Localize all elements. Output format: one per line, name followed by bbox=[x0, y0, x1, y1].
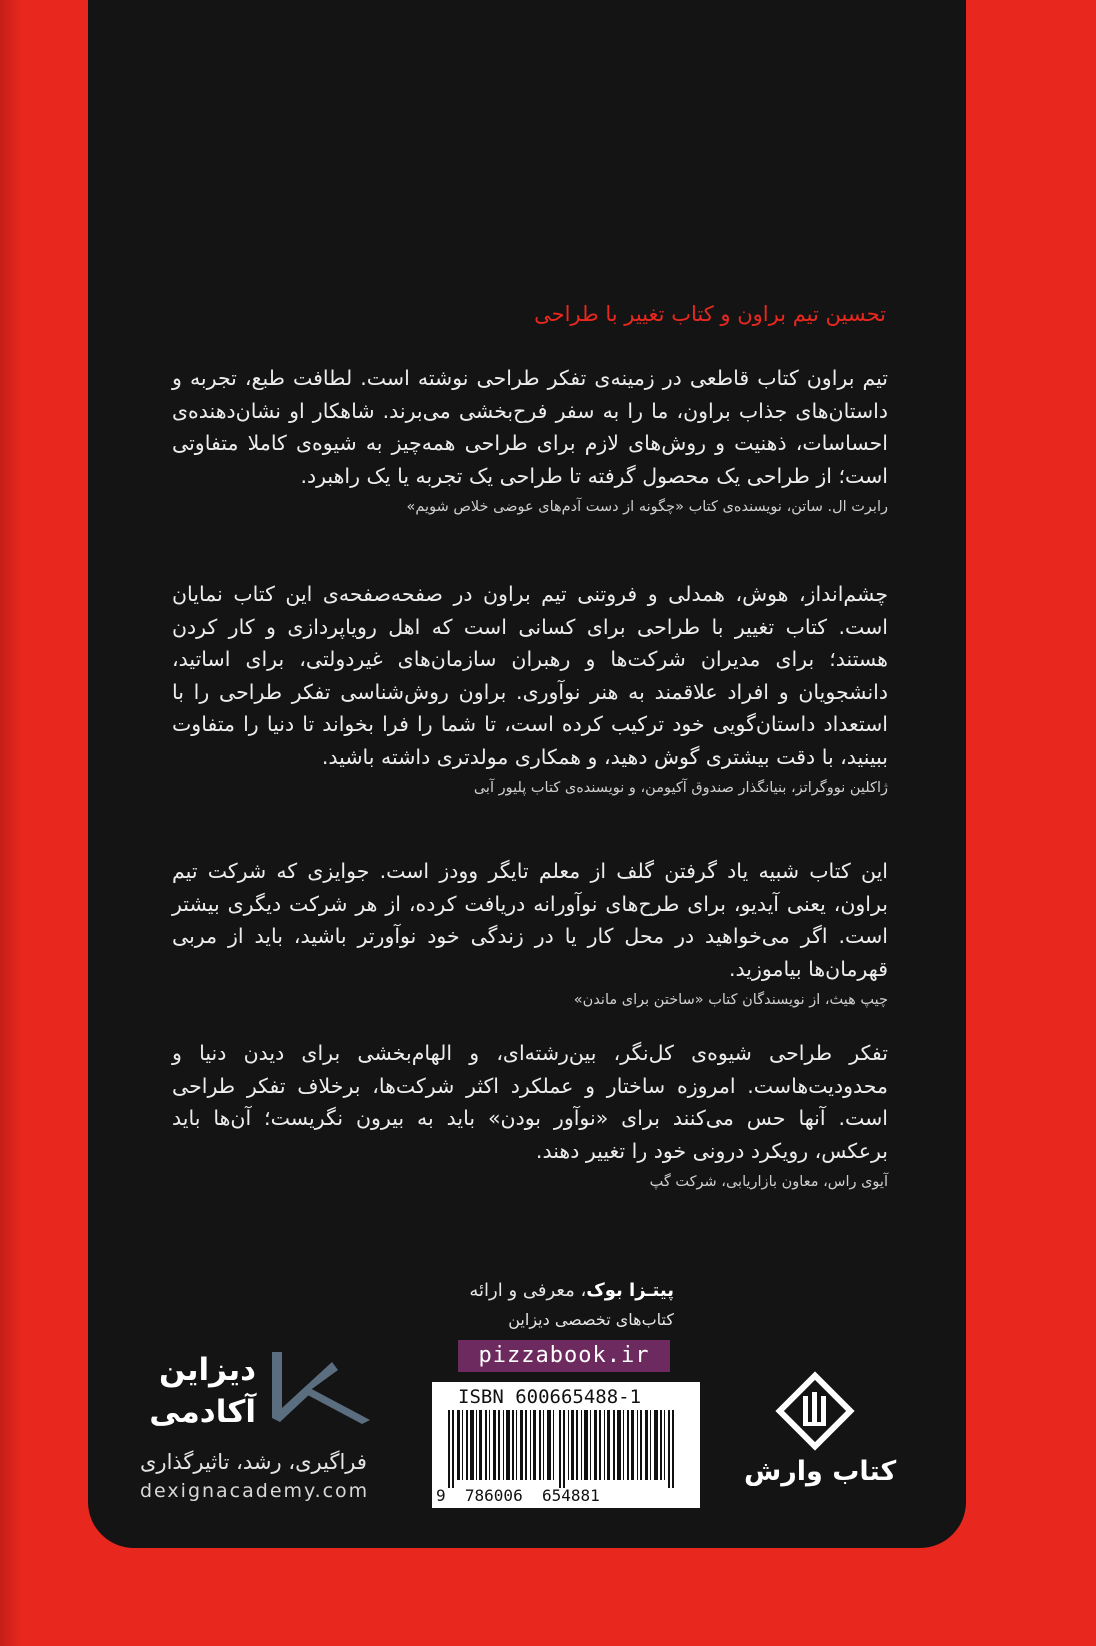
praise-block-3 bbox=[172, 855, 888, 1010]
isbn-barcode bbox=[432, 1382, 700, 1508]
academy-name-line-2: آکادمی bbox=[149, 1394, 256, 1430]
barcode-bars bbox=[448, 1410, 684, 1488]
praise-attribution: آیوی راس، معاون بازاریابی، شرکت گپ bbox=[649, 1174, 888, 1190]
praise-block-4 bbox=[172, 1037, 888, 1192]
praise-attribution: چیپ هیث، از نویسندگان کتاب «ساختن برای ماندن» bbox=[573, 992, 888, 1008]
praise-block-1 bbox=[172, 362, 888, 517]
spine-edge bbox=[0, 0, 22, 1646]
praise-text: چشم‌انداز، هوش، همدلی و فروتنی تیم براون در صفحه‌صفحه‌ی این کتاب نمایان است. کتاب تغییر با طراحی برای کسانی است که اهل رویاپردازی و کار کردن هستند؛ برای مدیران شرکت‌ها و رهبران سازمان‌های غیردولتی، برای اساتید، دانشجویان و افراد علاقمند به هنر نوآوری. براون روش‌شناسی تفکر طراحی را با استعداد داستان‌گویی خود ترکیب کرده است، تا شما را فرا بخواند تا دنیا را متفاوت ببینید، با دقت بیشتری گوش دهید، و همکاری مولدتری داشته باشید. bbox=[172, 582, 888, 769]
praise-heading: تحسین تیم براون و کتاب تغییر با طراحی bbox=[534, 302, 886, 326]
dexign-academy-logo-icon bbox=[266, 1346, 386, 1426]
promo-line-1 bbox=[469, 1280, 674, 1301]
isbn-digits: 9 786006 654881 bbox=[436, 1486, 600, 1505]
pizzabook-url-badge: pizzabook.ir bbox=[458, 1340, 670, 1372]
praise-attribution: ژاکلین نووگراتز، بنیانگذار صندوق آکیومن، و نویسنده‌ی کتاب پلیور آبی bbox=[473, 780, 888, 796]
praise-text: این کتاب شبیه یاد گرفتن گلف از معلم تایگر وودز است. جوایزی که شرکت تیم براون، یعنی آیدیو، برای طرح‌های نوآورانه دریافت کرده، از هر شرکت دیگری بیشتر است. اگر می‌خواهید در محل کار یا در زندگی خود نوآورتر باشید، باید از مربی قهرمان‌ها بیاموزید. bbox=[172, 859, 888, 981]
praise-block-2 bbox=[172, 578, 888, 798]
praise-text: تفکر طراحی شیوه‌ی کل‌نگر، بین‌رشته‌ای، و الهام‌بخشی برای دیدن دنیا و محدودیت‌هاست. امروزه ساختار و عملکرد اکثر شرکت‌ها، برخلاف تفکر طراحی است. آنها حس می‌کنند برای «نوآور بودن» باید به بیرون نگریست؛ آن‌ها باید برعکس، رویکرد درونی خود را تغییر دهند. bbox=[172, 1041, 888, 1163]
varesh-publisher-logo-icon bbox=[770, 1366, 860, 1456]
isbn-label: ISBN 600665488-1 bbox=[458, 1386, 642, 1408]
praise-attribution: رابرت ال. ساتن، نویسنده‌ی کتاب «چگونه از دست آدم‌های عوضی خلاص شویم» bbox=[406, 499, 888, 515]
publisher-name: کتاب وارش bbox=[744, 1456, 897, 1487]
academy-name-line-1: دیزاین bbox=[159, 1352, 256, 1388]
promo-brand: پیتـزا بوک bbox=[586, 1280, 674, 1301]
promo-line-2: کتاب‌های تخصصی دیزاین bbox=[508, 1310, 674, 1329]
promo-line-1-rest: ، معرفی و ارائه bbox=[469, 1280, 587, 1301]
academy-tagline: فراگیری، رشد، تاثیرگذاری bbox=[140, 1450, 367, 1474]
academy-url: dexignacademy.com bbox=[140, 1480, 370, 1502]
praise-text: تیم براون کتاب قاطعی در زمینه‌ی تفکر طراحی نوشته است. لطافت طبع، تجربه و داستان‌های جذاب براون، ما را به سفر فرح‌بخشی می‌برند. شاهکار او نشان‌دهنده‌ی احساسات، ذهنیت و روش‌های لازم برای طراحی همه‌چیز به شیوه‌ی کاملا متفاوتی است؛ از طراحی یک محصول گرفته تا طراحی یک تجربه یا یک راهبرد. bbox=[172, 366, 888, 488]
